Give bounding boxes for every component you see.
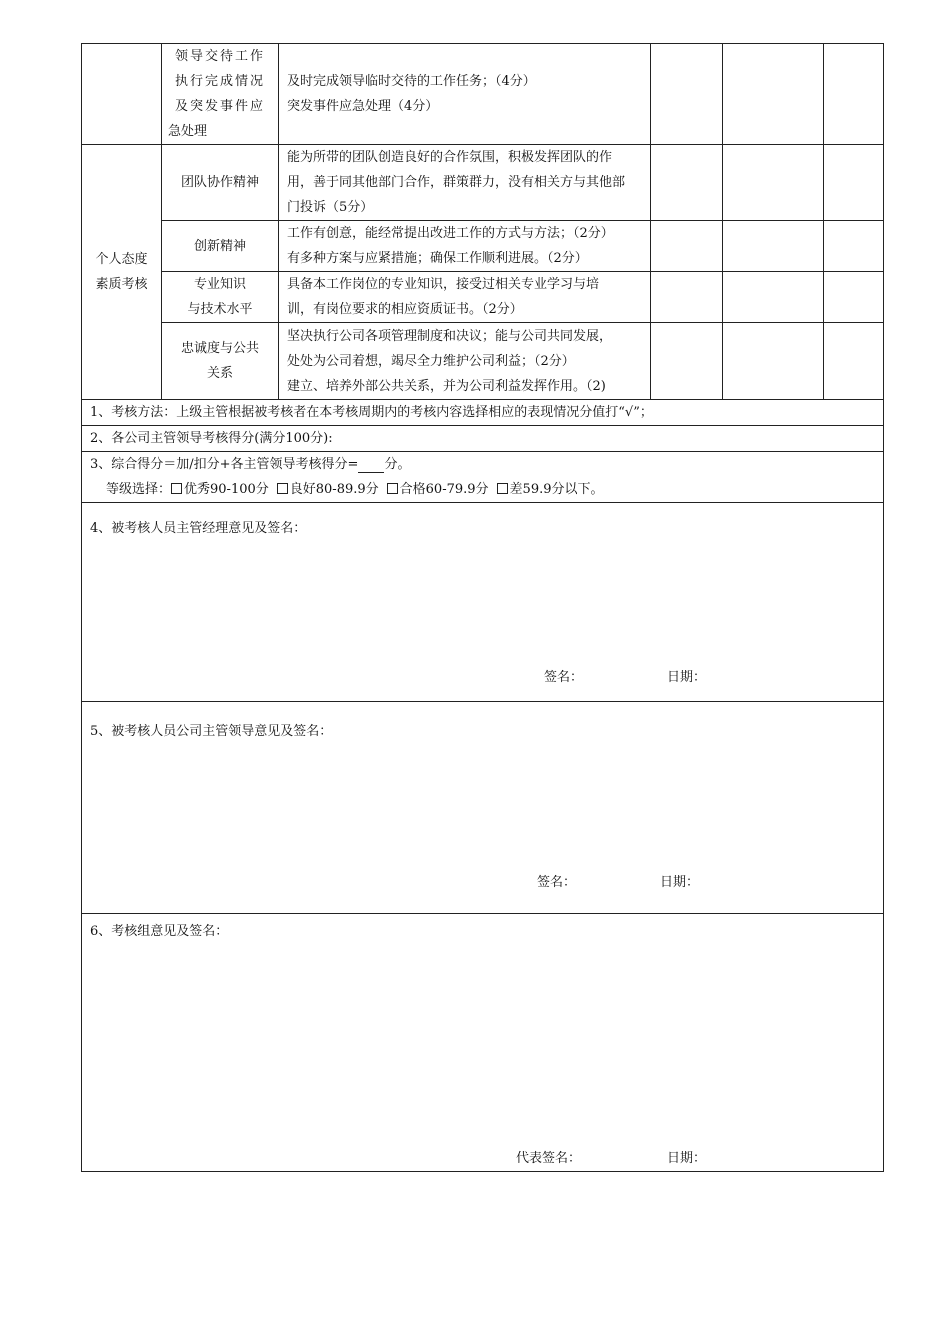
score-cell[interactable] [723,221,824,272]
subcategory-cell [162,272,279,323]
subcategory-cell [162,323,279,400]
total-score-line [90,452,875,477]
total-score-cell [82,452,884,503]
subcategory-label: 执行完成情况 [174,74,265,89]
subcategory-label: 团队协作精神 [180,175,259,190]
score-cell[interactable] [824,44,884,145]
score-cell[interactable] [723,44,824,145]
table-row [82,272,884,323]
signature-label: 签名： [537,875,577,890]
subcategory-cell [162,221,279,272]
criteria-cell [279,44,651,145]
category-label: 个人态度 [95,252,148,267]
subcategory-cell [162,44,279,145]
score-cell[interactable] [824,221,884,272]
score-cell[interactable] [651,44,723,145]
grade-excellent-checkbox[interactable] [171,483,182,494]
total-score-prefix: 3、综合得分＝加/扣分+各主管领导考核得分= [90,457,359,472]
signature-label: 代表签名： [516,1151,582,1166]
subcategory-label: 急处理 [168,124,208,139]
category-cell [82,44,162,145]
score-cell[interactable] [824,323,884,400]
grade-poor-checkbox[interactable] [497,483,508,494]
score-cell[interactable] [824,145,884,221]
grade-poor-label: 差59.9分以下。 [509,482,604,497]
total-score-suffix: 分。 [384,457,411,472]
criteria-text: 有多种方案与应紧措施；确保工作顺利进展。（2分） [287,251,588,266]
subcategory-label: 领导交待工作 [174,49,265,64]
subcategory-cell [162,145,279,221]
criteria-text: 工作有创意，能经常提出改进工作的方式与方法；（2分） [287,226,614,241]
total-score-blank[interactable] [358,457,384,473]
section-title: 4、被考核人员主管经理意见及签名： [90,521,307,536]
criteria-cell [279,272,651,323]
criteria-cell [279,323,651,400]
grade-excellent-label: 优秀90-100分 [184,482,269,497]
criteria-text: 坚决执行公司各项管理制度和决议；能与公司共同发展， [287,328,613,344]
table-row [82,503,884,702]
category-cell [82,145,162,400]
subcategory-label: 关系 [206,366,233,381]
criteria-text: 门投诉（5分） [287,200,374,215]
score-cell[interactable] [723,145,824,221]
table-row [82,452,884,503]
table-row [82,323,884,400]
table-row [82,426,884,452]
score-cell[interactable] [651,272,723,323]
grade-good-checkbox[interactable] [277,483,288,494]
criteria-text: 突发事件应急处理（4分） [287,99,439,114]
subcategory-label: 及突发事件应 [174,99,265,114]
date-label: 日期： [667,1151,707,1166]
committee-opinion-section[interactable] [82,914,884,1172]
leader-score-note: 2、各公司主管领导考核得分(满分100分): [82,426,884,452]
score-cell[interactable] [824,272,884,323]
criteria-text: 具备本工作岗位的专业知识，接受过相关专业学习与培 [287,277,600,292]
table-row [82,702,884,914]
category-label: 素质考核 [95,277,148,292]
subcategory-label: 创新精神 [193,238,246,254]
criteria-text: 处处为公司着想，竭尽全力维护公司利益；（2分） [287,353,575,369]
table-row [82,44,884,145]
score-cell[interactable] [651,323,723,400]
criteria-text: 建立、培养外部公共关系，并为公司利益发挥作用。（2) [287,378,606,394]
assessment-form [81,43,883,1172]
date-label: 日期： [660,875,700,890]
criteria-text: 用，善于同其他部门合作，群策群力，没有相关方与其他部 [287,175,626,190]
score-cell[interactable] [651,221,723,272]
score-cell[interactable] [723,323,824,400]
score-cell[interactable] [651,145,723,221]
grade-good-label: 良好80-89.9分 [289,482,379,497]
assessment-table [81,43,884,1172]
leader-opinion-section[interactable] [82,702,884,914]
date-label: 日期： [667,670,707,685]
method-note: 1、考核方法：上级主管根据被考核者在本考核周期内的考核内容选择相应的表现情况分值打“√”； [82,400,884,426]
section-title: 5、被考核人员公司主管领导意见及签名： [90,724,333,739]
score-cell[interactable] [723,272,824,323]
criteria-cell [279,221,651,272]
subcategory-label: 专业知识 [193,277,246,292]
grade-label: 等级选择： [106,482,172,497]
table-row [82,221,884,272]
subcategory-label: 忠诚度与公共 [180,341,259,356]
criteria-text: 能为所带的团队创造良好的合作氛围，积极发挥团队的作 [287,150,613,165]
criteria-text: 及时完成领导临时交待的工作任务；（4分） [287,74,536,89]
criteria-text: 训，有岗位要求的相应资质证书。（2分） [287,302,523,317]
table-row [82,914,884,1172]
section-title: 6、考核组意见及签名： [90,924,229,939]
subcategory-label: 与技术水平 [187,302,253,317]
grade-pass-label: 合格60-79.9分 [399,482,489,497]
criteria-cell [279,145,651,221]
table-row [82,400,884,426]
signature-label: 签名： [544,670,584,685]
grade-pass-checkbox[interactable] [387,483,398,494]
manager-opinion-section[interactable] [82,503,884,702]
table-row [82,145,884,221]
grade-selection-line [90,477,875,502]
